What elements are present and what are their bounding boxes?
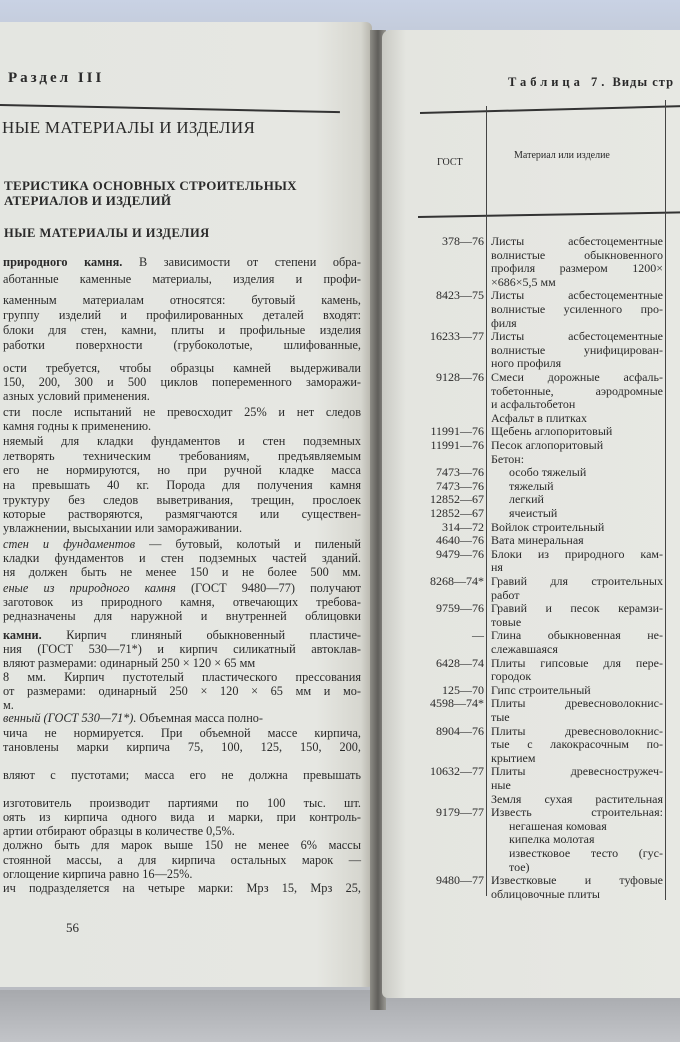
body-line [3, 853, 361, 867]
body-line [3, 478, 361, 492]
line-text: его не нормируются, но при ручной кладке масса [3, 463, 361, 477]
body-line [3, 796, 361, 810]
line-text: кладки фундаментов и стен подземных частей зданий. [3, 551, 361, 565]
body-line [3, 711, 263, 725]
gost-cell: 9479—76 [436, 546, 484, 561]
body-line [3, 581, 361, 595]
body-line [3, 838, 361, 852]
material-cell-line: тяжелый [509, 478, 554, 493]
line-text: которые растворяются, размягчаются или существен- [3, 507, 361, 521]
body-line [3, 810, 361, 824]
material-cell-line: ного профиля [491, 356, 562, 371]
material-cell-line: ные [491, 778, 511, 792]
bold-term: камни. [3, 628, 42, 642]
line-text: сти после испытаний не превосходит 25% и нет следов [3, 405, 361, 419]
line-text: ости требуется, чтобы образцы камней выдерживали [3, 361, 361, 375]
gost-cell: 4640—76 [436, 533, 484, 548]
line-text: каменным материалам относятся: бутовый камень, [3, 293, 361, 307]
material-cell-line: Гипс строительный [491, 682, 591, 697]
line-text: м. [3, 698, 14, 712]
body-line [3, 628, 361, 642]
gost-cell: 11991—76 [430, 438, 484, 452]
body-line [3, 656, 255, 670]
line-text: камня годны к применению. [3, 419, 152, 433]
line-text: ич подразделяется на четыре марки: Мрз 15, Мрз 25, [3, 881, 361, 895]
line-text: ния (ГОСТ 530—71*) и кирпич силикатный автоклав- [3, 642, 361, 656]
material-cell-line: Плиты древесноволокнис- [491, 696, 663, 711]
line-text: работки поверхности (грубоколотые, шлифованные, [3, 338, 361, 352]
line-text: должно быть для марок выше 150 не менее 6% массы [3, 838, 361, 852]
body-line [3, 565, 361, 579]
line-text: няемый для кладки фундаментов и стен подземных [3, 434, 361, 448]
material-cell-line: ячеистый [509, 506, 558, 520]
gost-cell: — [472, 628, 484, 643]
material-cell-line: тые с лакокрасочным по- [491, 737, 663, 752]
material-cell-line: товые [491, 614, 522, 629]
material-cell-line: Бетон: [491, 451, 525, 466]
body-line [3, 405, 361, 419]
line-text: Объемная масса полно- [136, 711, 264, 725]
line-text: 150, 200, 300 и 500 циклов попеременного заморажи- [3, 375, 361, 389]
material-cell-line: тобетонные, аэродромные [491, 383, 663, 398]
material-cell-line: и асфальтобетон [491, 397, 576, 412]
material-cell-line: городок [491, 669, 532, 684]
material-cell-line: слежавшаяся [491, 642, 558, 656]
gost-cell: 8904—76 [436, 723, 484, 738]
material-cell-line: известковое тесто (гус- [509, 846, 663, 860]
line-text: артии отбирают образцы в количестве 0,5%. [3, 824, 235, 838]
material-cell-line: крытием [491, 750, 536, 765]
body-line [3, 551, 361, 565]
material-cell-line: облицовочные плиты [491, 886, 600, 901]
section-heading: Раздел III [8, 70, 105, 86]
line-text: блоки для стен, камни, плиты и профильные изделия [3, 323, 361, 337]
material-cell-line: Глина обыкновенная не- [491, 628, 663, 643]
material-cell-line: Плиты гипсовые для пере- [491, 655, 663, 670]
gost-cell: 9759—76 [436, 601, 484, 616]
table-title-text: Виды стр [612, 75, 675, 89]
material-cell-line: особо тяжелый [509, 465, 587, 480]
body-line [3, 642, 361, 656]
line-text: редназначены для наружной и внутренней облицовки [3, 609, 361, 623]
line-text: оглощение кирпича равно 16—25%. [3, 867, 193, 881]
body-line [3, 867, 192, 881]
italic-term: еные из природного камня [3, 581, 176, 595]
material-cell-line: Гравий и песок керамзи- [491, 601, 663, 616]
material-cell-line: тые [491, 710, 510, 724]
material-cell-line: Смеси дорожные асфаль- [491, 370, 663, 384]
body-line [3, 595, 361, 609]
body-line [3, 293, 361, 307]
material-cell-line: Плиты древесноволокнис- [491, 723, 663, 738]
line-text: стоянной массы, а для кирпича остальных марок — [3, 853, 361, 867]
page-number: 56 [66, 920, 79, 935]
material-cell-line: негашеная комовая [509, 818, 607, 833]
body-line [3, 338, 361, 352]
gost-cell: 6428—74 [436, 655, 484, 670]
material-cell-line: филя [491, 315, 517, 330]
chapter-title: НЫЕ МАТЕРИАЛЫ И ИЗДЕЛИЯ [2, 118, 256, 137]
table-column-divider [486, 106, 487, 896]
material-cell-line: легкий [509, 492, 544, 507]
body-line [3, 507, 361, 521]
material-cell-line: Блоки из природного кам- [491, 546, 663, 561]
body-line [3, 609, 361, 623]
line-text: — бутовый, колотый и пиленый [135, 537, 362, 551]
material-cell-line: Листы асбестоцементные [491, 288, 663, 303]
body-line [3, 389, 150, 403]
material-cell-line: Гравий для строительных [491, 574, 663, 588]
line-text: оять из кирпича одного вида и марки, при контроль- [3, 810, 361, 824]
line-text: ня должен быть не менее 150 и не более 500 мм. [3, 565, 361, 579]
gost-cell: 16233—77 [430, 329, 484, 344]
gost-cell: 12852—67 [430, 492, 484, 507]
body-line [3, 449, 361, 463]
line-text: увлажнении, высыхании или замораживании. [3, 521, 243, 535]
line-text: (ГОСТ 9480—77) получают [175, 581, 361, 595]
body-line [3, 419, 151, 433]
body-line [3, 323, 361, 337]
body-line [3, 434, 361, 448]
body-line [3, 463, 361, 477]
gost-cell: 9128—76 [436, 370, 484, 384]
gost-cell: 9480—77 [436, 873, 484, 888]
line-text: летворять техническим требованиям, предъявляемым [3, 449, 361, 463]
gost-cell: 7473—76 [436, 465, 484, 480]
line-text: аботанные каменные материалы, изделия и профи- [3, 272, 361, 286]
material-cell-line: Песок аглопоритовый [491, 438, 604, 452]
material-cell-line: профиля размером 1200× [491, 261, 663, 276]
gost-cell: 11991—76 [430, 424, 484, 439]
line-text: вляют размерами: одинарный 250 × 120 × 65 мм [3, 656, 256, 670]
body-line [3, 272, 361, 286]
line-text: В зависимости от степени обра- [122, 255, 361, 269]
material-cell-line: Известь строительная: [491, 805, 663, 820]
body-line [3, 361, 361, 375]
gost-cell: 9179—77 [436, 805, 484, 820]
line-text: азных условий применения. [3, 389, 150, 403]
material-cell-line: Известковые и туфовые [491, 873, 663, 888]
body-line [3, 308, 361, 322]
italic-term: стен и фундаментов [3, 537, 136, 551]
column-header-material: Материал или изделие [514, 150, 610, 161]
body-line [3, 726, 361, 740]
line-text: группу изделий и профилированных деталей входят: [3, 308, 361, 322]
line-text: 8 мм. Кирпич пустотелый пластического прессования [3, 670, 361, 684]
bold-term: природного камня. [3, 255, 123, 269]
italic-term: венный (ГОСТ 530—71*). [3, 711, 137, 725]
heading-line-1: ТЕРИСТИКА ОСНОВНЫХ СТРОИТЕЛЬНЫХ [4, 178, 297, 193]
line-text: на превышать 40 кг. Порода для получения камня [3, 478, 361, 492]
body-line [3, 537, 361, 551]
body-line [3, 255, 361, 269]
material-cell-line: Листы асбестоцементные [491, 234, 663, 248]
gost-cell: 7473—76 [436, 478, 484, 493]
body-line [3, 740, 361, 754]
gost-cell: 125—70 [442, 682, 484, 697]
line-text: тановлены марки кирпича 75, 100, 125, 150, 200, [3, 740, 361, 754]
material-cell-line: Асфальт в плитках [491, 410, 588, 425]
heading-line-2: АТЕРИАЛОВ И ИЗДЕЛИЙ [4, 193, 172, 208]
line-text: заготовок из природного камня, отвечающих требова- [3, 595, 361, 609]
material-cell-line: Вата минеральная [491, 533, 584, 548]
gost-cell: 4598—74* [430, 696, 484, 711]
material-cell-line: Войлок строительный [491, 519, 605, 534]
body-line [3, 375, 361, 389]
table-title [508, 75, 674, 90]
table-column-divider-right [665, 100, 666, 900]
material-cell-line: Щебень аглопоритовый [491, 424, 613, 439]
material-cell-line: кипелка молотая [509, 832, 595, 847]
material-cell-line: тое) [509, 859, 530, 874]
material-cell-line: работ [491, 587, 520, 602]
material-cell-line: волнистые унифицирован- [491, 342, 663, 357]
body-line [3, 698, 14, 712]
body-line [3, 881, 361, 895]
material-cell-line: волнистые усиленного про- [491, 302, 663, 316]
line-text: от размерами: одинарный 250 × 120 × 65 мм и мо- [3, 684, 361, 698]
material-cell-line: ня [491, 560, 503, 575]
gost-cell: 8423—75 [436, 288, 484, 303]
gost-cell: 12852—67 [430, 506, 484, 520]
gost-cell: 378—76 [442, 234, 484, 248]
line-text: Кирпич глиняный обыкновенный пластиче- [41, 628, 361, 642]
body-line [3, 824, 235, 838]
material-cell-line: Земля сухая растительная [491, 791, 663, 806]
body-line [3, 670, 361, 684]
subheading: НЫЕ МАТЕРИАЛЫ И ИЗДЕЛИЯ [4, 226, 210, 240]
line-text: чича не нормируется. При объемной массе кирпича, [3, 726, 361, 740]
gost-cell: 8268—74* [430, 574, 484, 588]
column-header-gost: ГОСТ [437, 157, 463, 168]
gost-cell: 10632—77 [430, 764, 484, 779]
material-cell-line: ×686×5,5 мм [491, 274, 556, 289]
material-cell-line: Листы асбестоцементные [491, 329, 663, 344]
body-line [3, 493, 361, 507]
gost-cell: 314—72 [442, 519, 484, 534]
material-cell-line: волнистые обыкновенного [491, 247, 663, 262]
body-line [3, 768, 361, 782]
body-line [3, 521, 242, 535]
body-line [3, 684, 361, 698]
material-cell-line: Плиты древесностружеч- [491, 764, 663, 779]
line-text: изготовитель производит партиями по 100 тыс. шт. [3, 796, 361, 810]
table-title-label: Таблица 7. [508, 75, 609, 89]
line-text: вляют с пустотами; масса его не должна превышать [3, 768, 361, 782]
line-text: труктуру без следов выветривания, трещин, прослоек [3, 493, 361, 507]
